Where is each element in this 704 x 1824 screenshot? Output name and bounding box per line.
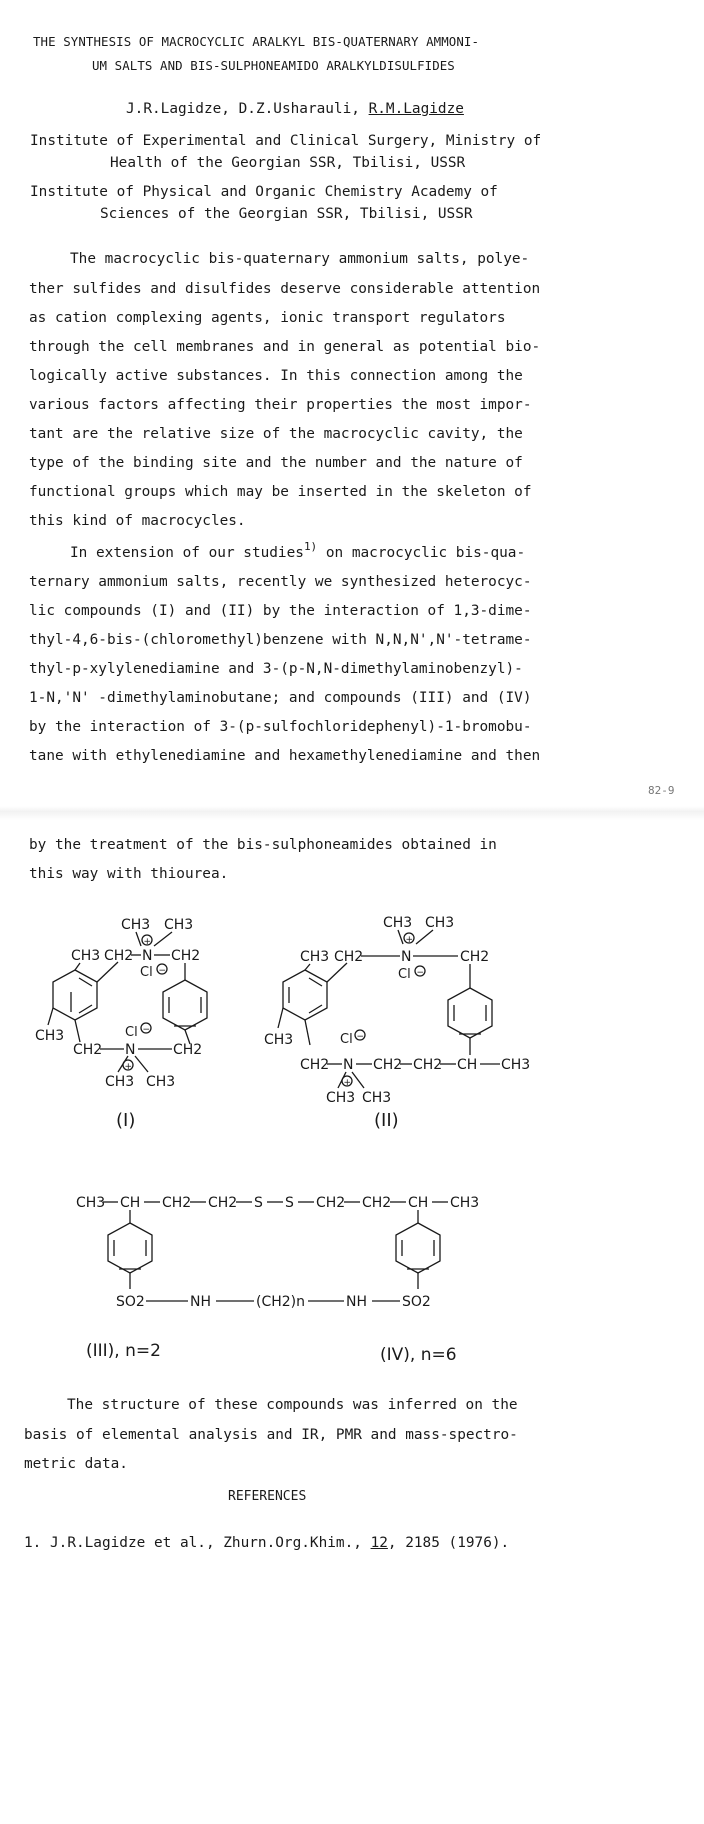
reference-tail: , 2185 (1976). — [387, 1535, 510, 1551]
para2-line: ternary ammonium salts, recently we synthesized heterocyc- — [29, 574, 532, 590]
authors-main: J.R.Lagidze, D.Z.Usharauli, — [126, 101, 369, 117]
para3-line: metric data. — [24, 1456, 128, 1472]
compound-II-label: (II) — [374, 1110, 399, 1131]
struct-II-ch2: CH2 — [300, 1057, 330, 1073]
bond — [97, 962, 118, 982]
bond — [48, 1008, 53, 1025]
bond — [154, 932, 172, 946]
struct-II-ch3-lower: CH3 — [264, 1032, 294, 1048]
minus-sign: − — [142, 1025, 151, 1035]
para1-line: functional groups which may be inserted in the skeleton of — [29, 484, 532, 500]
struct-II-ch3: CH3 — [326, 1090, 356, 1106]
struct-I-ch3-ring: CH3 — [71, 948, 101, 964]
structure-II — [264, 915, 530, 1131]
chloride-label: Cl — [340, 1032, 353, 1047]
para2-continued-line: this way with thiourea. — [29, 866, 229, 882]
references-heading: REFERENCES — [228, 1489, 307, 1504]
struct-I-ch3-lower: CH3 — [35, 1028, 65, 1044]
para2-first-line — [70, 540, 526, 561]
para1-line: through the cell membranes and in general as potential bio- — [29, 339, 541, 355]
struct-I-ch3: CH3 — [164, 917, 194, 933]
para2-line: tane with ethylenediamine and hexamethylenediamine and then — [29, 748, 541, 764]
struct-II-ch2: CH2 — [413, 1057, 443, 1073]
bond — [416, 930, 433, 944]
amine-group: NH — [346, 1294, 367, 1310]
para1-line: type of the binding site and the number and the nature of — [29, 455, 523, 471]
struct-I-ch3: CH3 — [146, 1074, 176, 1090]
sulfonyl-group: SO2 — [402, 1294, 431, 1310]
struct-II-ch3: CH3 — [362, 1090, 392, 1106]
struct-II-ch2: CH2 — [460, 949, 490, 965]
bond — [136, 932, 141, 946]
struct-I-ch2: CH2 — [104, 948, 134, 964]
struct-I-ch3: CH3 — [105, 1074, 135, 1090]
para2-line: thyl-p-xylylenediamine and 3-(p-N,N-dimethylaminobenzyl)- — [29, 661, 523, 677]
chemical-structures-figure — [0, 900, 704, 1400]
author-list — [126, 102, 464, 116]
para1-line: The macrocyclic bis-quaternary ammonium salts, polye- — [70, 251, 530, 267]
bond — [75, 963, 80, 970]
struct-I-ch2: CH2 — [73, 1042, 103, 1058]
chain-atom: S — [254, 1195, 263, 1211]
bond — [327, 963, 347, 982]
para1-line: ther sulfides and disulfides deserve considerable attention — [29, 281, 541, 297]
chloride-label: Cl — [398, 967, 411, 982]
chain-atom: CH2 — [362, 1195, 392, 1211]
double-bond — [309, 978, 322, 986]
minus-sign: − — [158, 966, 167, 976]
para2-first-tail: on macrocyclic bis-qua- — [317, 545, 526, 561]
reference-item — [24, 1536, 509, 1550]
struct-I-ch3: CH3 — [121, 917, 151, 933]
struct-II-ch3: CH3 — [383, 915, 413, 931]
compound-I-label: (I) — [116, 1110, 136, 1131]
reference-superscript: 1) — [303, 540, 318, 553]
para2-line: 1-N,'N' -dimethylaminobutane; and compounds (III) and (IV) — [29, 690, 532, 706]
bond — [398, 930, 403, 944]
para3-line: basis of elemental analysis and IR, PMR and mass-spectro- — [24, 1427, 518, 1443]
struct-II-ch2: CH2 — [373, 1057, 403, 1073]
struct-II-ch: CH — [457, 1057, 478, 1073]
chain-atom: CH2 — [316, 1195, 346, 1211]
compound-IV-label: (IV), n=6 — [380, 1345, 457, 1365]
affiliation-1-line-2: Health of the Georgian SSR, Tbilisi, USSR — [110, 155, 466, 171]
struct-II-ch3: CH3 — [425, 915, 455, 931]
para3-line: The structure of these compounds was inferred on the — [67, 1397, 518, 1413]
bond — [75, 1020, 80, 1042]
plus-sign: + — [343, 1078, 352, 1088]
compound-III-label: (III), n=2 — [86, 1341, 161, 1361]
methylene-linker: (CH2)n — [256, 1294, 306, 1310]
struct-II-nitrogen: N — [401, 949, 412, 965]
chloride-label: Cl — [125, 1025, 138, 1040]
paper-title-line-2: UM SALTS AND BIS-SULPHONEAMIDO ARALKYLDISULFIDES — [92, 58, 455, 73]
para2-first-text: In extension of our studies — [70, 545, 304, 561]
minus-sign: − — [356, 1032, 365, 1042]
para2-line: by the interaction of 3-(p-sulfochloridephenyl)-1-bromobu- — [29, 719, 532, 735]
para1-line: as cation complexing agents, ionic transport regulators — [29, 310, 506, 326]
bond — [305, 1020, 310, 1045]
bond — [352, 1072, 364, 1088]
reference-text: 1. J.R.Lagidze et al., Zhurn.Org.Khim., — [24, 1535, 371, 1551]
para2-line: thyl-4,6-bis-(chloromethyl)benzene with N,N,N',N'-tetrame- — [29, 632, 532, 648]
struct-I-ch2: CH2 — [173, 1042, 203, 1058]
reference-volume: 12 — [370, 1535, 388, 1551]
sulfonyl-group: SO2 — [116, 1294, 145, 1310]
struct-II-nitrogen: N — [343, 1057, 354, 1073]
para1-line: tant are the relative size of the macrocyclic cavity, the — [29, 426, 523, 442]
page-marker: 82-9 — [648, 784, 675, 797]
plus-sign: + — [124, 1062, 133, 1072]
bond — [135, 1056, 148, 1072]
chain-atom: S — [285, 1195, 294, 1211]
chain-atom: CH2 — [208, 1195, 238, 1211]
affiliation-2-line-1: Institute of Physical and Organic Chemistry Academy of — [30, 184, 498, 200]
amine-group: NH — [190, 1294, 211, 1310]
structure-III-IV — [76, 1195, 479, 1365]
struct-II-ch3: CH3 — [501, 1057, 531, 1073]
chloride-label: Cl — [140, 965, 153, 980]
chain-atom: CH — [120, 1195, 141, 1211]
chain-atom: CH3 — [76, 1195, 106, 1211]
benzene-ring — [53, 970, 97, 1020]
chain-atom: CH3 — [450, 1195, 480, 1211]
chain-atom: CH2 — [162, 1195, 192, 1211]
affiliation-1-line-1: Institute of Experimental and Clinical Surgery, Ministry of — [30, 133, 542, 149]
para2-line: lic compounds (I) and (II) by the interaction of 1,3-dime- — [29, 603, 532, 619]
author-underlined: R.M.Lagidze — [368, 101, 464, 117]
struct-I-ch2: CH2 — [171, 948, 201, 964]
para1-line: various factors affecting their properties the most impor- — [29, 397, 532, 413]
plus-sign: + — [405, 935, 414, 945]
struct-I-nitrogen: N — [142, 948, 153, 964]
struct-II-ch3-ring: CH3 — [300, 949, 330, 965]
chain-atom: CH — [408, 1195, 429, 1211]
struct-II-ch2: CH2 — [334, 949, 364, 965]
para1-line: this kind of macrocycles. — [29, 513, 246, 529]
para2-continued-line: by the treatment of the bis-sulphoneamides obtained in — [29, 837, 497, 853]
para1-line: logically active substances. In this connection among the — [29, 368, 523, 384]
minus-sign: − — [416, 968, 425, 978]
structure-I — [35, 917, 207, 1131]
bond — [278, 1008, 283, 1028]
struct-I-nitrogen: N — [125, 1042, 136, 1058]
plus-sign: + — [143, 937, 152, 947]
page-break — [0, 806, 704, 820]
double-bond — [79, 978, 92, 986]
affiliation-2-line-2: Sciences of the Georgian SSR, Tbilisi, USSR — [100, 206, 473, 222]
paper-title-line-1: THE SYNTHESIS OF MACROCYCLIC ARALKYL BIS-QUATERNARY AMMONI- — [33, 34, 480, 49]
